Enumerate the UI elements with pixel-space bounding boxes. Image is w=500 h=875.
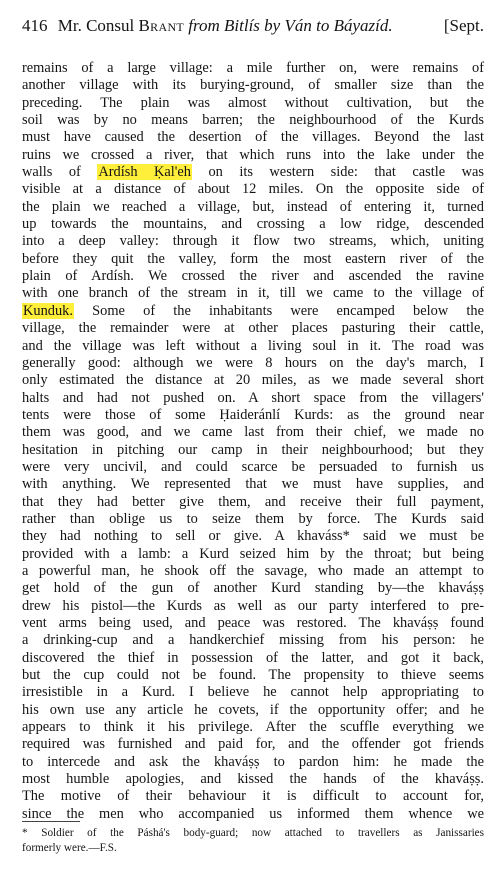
- text-line: the plain we reached a village, but, instead of entering it, turned: [22, 198, 484, 215]
- text-line: up towards the mountains, and crossing a low ridge, descended: [22, 216, 484, 233]
- text-line: to intercede and ask the khaváṣṣ to pardon him: he made the: [22, 753, 484, 770]
- text-line: halts and had not pushed on. A short space from the villagers': [22, 389, 484, 406]
- text-line: village, the remainder were at other places pasturing their cattle,: [22, 320, 484, 337]
- text-line: rather than oblige us to seize them by force. The Kurds said: [22, 510, 484, 527]
- text-line: soil was by no means barren; the neighbourhood of the Kurds: [22, 112, 484, 129]
- text-line: irresistible in a Kurd. I believe he cannot help appropriating to: [22, 684, 484, 701]
- footnote-rule: [22, 821, 80, 822]
- text-line: appears to think it his privilege. After the scuffle everything we: [22, 719, 484, 736]
- text-line: into a deep valley: through it flow two streams, which, uniting: [22, 233, 484, 250]
- text-line: and the village was left without a living soul in it. The road was: [22, 337, 484, 354]
- text-line: get hold of the gun of another Kurd standing by—the khaváṣṣ: [22, 580, 484, 597]
- highlighted-place-name: Kunduk.: [23, 302, 73, 319]
- text-line: only estimated the distance at 20 miles, as we made several short: [22, 372, 484, 389]
- section-marker: [Sept.: [443, 16, 484, 35]
- text-line: [22, 164, 484, 181]
- text-line: provided with a lamb: a Kurd seized him by the throat; but being: [22, 545, 484, 562]
- running-header: [22, 16, 484, 36]
- text-line: [22, 303, 484, 320]
- footnote-line: formerly were.—F.S.: [22, 842, 117, 854]
- text-line: hesitation in pitching our camp in their neighbourhood; but they: [22, 441, 484, 458]
- text-line: The motive of their behaviour it is difficult to account for,: [22, 788, 484, 805]
- text-line: vent arms being used, and peace was restored. The khaváṣṣ found: [22, 615, 484, 631]
- text-line: tents were those of some Ḥaideránlí Kurds: as the ground near: [22, 406, 484, 423]
- text-line: must have caused the desertion of the villages. Beyond the last: [22, 129, 484, 146]
- text-line: a drinking-cup and a handkerchief missing from his person: he: [22, 632, 484, 649]
- text-line: drew his pistol—the Kurds as well as our party interfered to pre-: [22, 597, 484, 614]
- text-line: with anything. We represented that we must have supplies, and: [22, 476, 484, 493]
- text-span: walls of: [22, 164, 98, 181]
- text-line: but the cup could not be found. The propensity to thieve seems: [22, 667, 484, 684]
- text-line: them was good, and we came last from their chief, we made no: [22, 424, 484, 441]
- text-line: plain of Ardísh. We crossed the river and ascended the ravine: [22, 268, 484, 285]
- author-prefix: Mr. Consul: [57, 16, 135, 35]
- text-line: his own use any article he covets, if the opportunity offer; and he: [22, 701, 484, 718]
- highlighted-place-name: Ardísh Ḳal'eh: [98, 164, 191, 181]
- article-title: from Bitlís by Ván to Báyazíd.: [188, 16, 393, 35]
- text-line: discovered the thief in possession of the latter, and got it back,: [22, 649, 484, 666]
- page-number: 416: [22, 16, 48, 35]
- text-line: before they quit the valley, form the most eastern river of the: [22, 250, 484, 267]
- text-line: generally good: although we were 8 hours on the day's march, I: [22, 354, 484, 371]
- text-line: since the men who accompanied us informed them whence we: [22, 805, 484, 822]
- text-line: another village with its burying-ground, of smaller size than the: [22, 77, 484, 94]
- text-line: most humble apologies, and kissed the hands of the khaváṣṣ.: [22, 771, 484, 788]
- text-line: that they had better give them, and receive their full payment,: [22, 493, 484, 510]
- body-text: [22, 60, 484, 823]
- text-line: required was furnished and paid for, and the offender got friends: [22, 736, 484, 753]
- text-line: visible at a distance of about 12 miles. On the opposite side of: [22, 181, 484, 198]
- text-line: ruins we crossed a river, that which runs into the lake under the: [22, 146, 484, 163]
- text-span: Some of the inhabitants were encamped below the: [73, 302, 484, 319]
- text-line: with one branch of the stream in it, till we came to the village of: [22, 285, 484, 302]
- running-title: [58, 16, 393, 36]
- text-line: were very uncivil, and could scarce be persuaded to furnish us: [22, 458, 484, 475]
- footnote-line: * Soldier of the Páshá's body-guard; now attached to travellers as Janissaries: [22, 827, 484, 839]
- author-name: Brant: [138, 16, 185, 35]
- text-line: remains of a large village: a mile further on, were remains of: [22, 60, 484, 76]
- text-line: a powerful man, he shook off the savage, who made an attempt to: [22, 562, 484, 579]
- text-span: on its western side: that castle was: [191, 164, 485, 181]
- text-line: they had nothing to sell or give. A khaváss* said we must be: [22, 528, 484, 545]
- text-line: preceding. The plain was almost without cultivation, but the: [22, 94, 484, 111]
- footnote: [22, 826, 484, 856]
